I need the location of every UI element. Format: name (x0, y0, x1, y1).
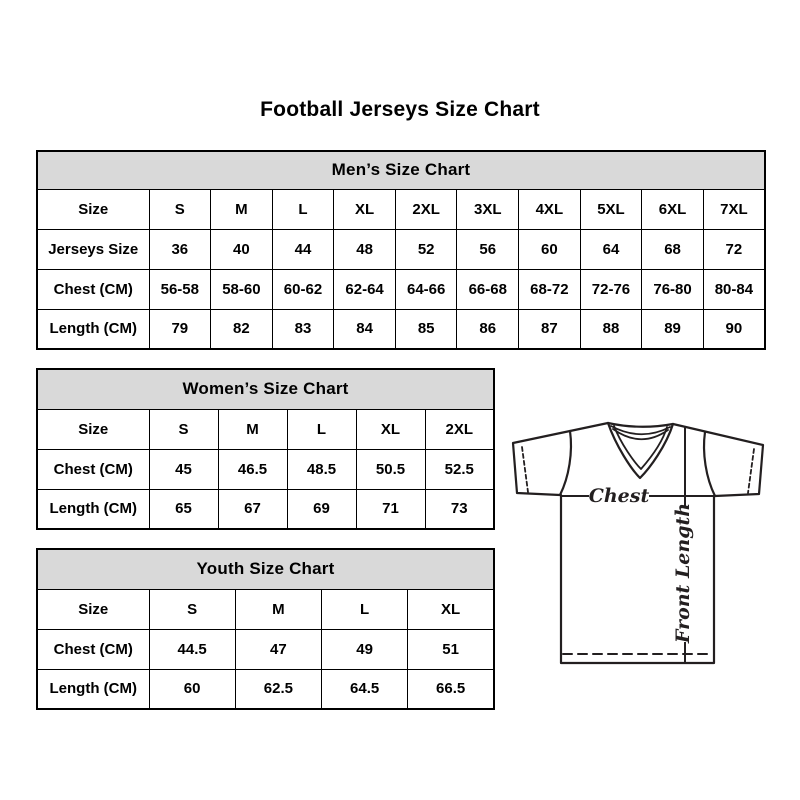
row-label: Length (CM) (37, 489, 149, 529)
value-cell: 52.5 (425, 449, 494, 489)
value-cell: 71 (356, 489, 425, 529)
col-header: S (149, 189, 211, 229)
front-length-label: Front Length (672, 502, 694, 644)
youth-header-row (37, 589, 494, 629)
value-cell: 79 (149, 309, 211, 349)
col-header: L (287, 409, 356, 449)
row-label: Chest (CM) (37, 629, 149, 669)
value-cell: 45 (149, 449, 218, 489)
value-cell: 60 (149, 669, 235, 709)
value-cell: 68 (642, 229, 704, 269)
col-header: 2XL (425, 409, 494, 449)
womens-chest-row (37, 449, 494, 489)
col-header: XL (356, 409, 425, 449)
value-cell: 64 (580, 229, 642, 269)
womens-size-table (36, 368, 495, 530)
value-cell: 65 (149, 489, 218, 529)
col-header: M (235, 589, 321, 629)
value-cell: 69 (287, 489, 356, 529)
value-cell: 46.5 (218, 449, 287, 489)
jersey-left-cuff-dashes (522, 447, 528, 492)
value-cell: 44 (272, 229, 334, 269)
mens-chest-row (37, 269, 765, 309)
value-cell: 72-76 (580, 269, 642, 309)
col-header: L (272, 189, 334, 229)
col-header: M (218, 409, 287, 449)
row-label: Length (CM) (37, 669, 149, 709)
mens-header-row (37, 189, 765, 229)
col-header: 6XL (642, 189, 704, 229)
value-cell: 56-58 (149, 269, 211, 309)
jersey-measurement-diagram (505, 412, 777, 670)
value-cell: 66.5 (408, 669, 494, 709)
value-cell: 89 (642, 309, 704, 349)
value-cell: 51 (408, 629, 494, 669)
womens-table-title: Women’s Size Chart (37, 369, 494, 409)
value-cell: 58-60 (211, 269, 273, 309)
value-cell: 72 (703, 229, 765, 269)
mens-table-title: Men’s Size Chart (37, 151, 765, 189)
value-cell: 82 (211, 309, 273, 349)
value-cell: 60 (519, 229, 581, 269)
jersey-right-armhole (704, 432, 715, 496)
mens-jerseys-size-row (37, 229, 765, 269)
jersey-left-armhole (560, 431, 571, 495)
col-header: XL (334, 189, 396, 229)
value-cell: 49 (322, 629, 408, 669)
value-cell: 48.5 (287, 449, 356, 489)
womens-length-row (37, 489, 494, 529)
value-cell: 85 (395, 309, 457, 349)
womens-header-row (37, 409, 494, 449)
value-cell: 90 (703, 309, 765, 349)
row-label: Chest (CM) (37, 449, 149, 489)
value-cell: 83 (272, 309, 334, 349)
value-cell: 50.5 (356, 449, 425, 489)
col-header: L (322, 589, 408, 629)
value-cell: 48 (334, 229, 396, 269)
row-label: Length (CM) (37, 309, 149, 349)
page-title: Football Jerseys Size Chart (260, 98, 540, 121)
col-header: S (149, 589, 235, 629)
value-cell: 87 (519, 309, 581, 349)
col-header: 5XL (580, 189, 642, 229)
value-cell: 36 (149, 229, 211, 269)
value-cell: 60-62 (272, 269, 334, 309)
col-header: M (211, 189, 273, 229)
value-cell: 62.5 (235, 669, 321, 709)
youth-chest-row (37, 629, 494, 669)
value-cell: 76-80 (642, 269, 704, 309)
jersey-right-cuff-dashes (748, 449, 754, 493)
mens-length-row (37, 309, 765, 349)
value-cell: 84 (334, 309, 396, 349)
col-header: 3XL (457, 189, 519, 229)
value-cell: 68-72 (519, 269, 581, 309)
row-label: Size (37, 409, 149, 449)
youth-size-table (36, 548, 495, 710)
value-cell: 73 (425, 489, 494, 529)
col-header: XL (408, 589, 494, 629)
value-cell: 80-84 (703, 269, 765, 309)
jersey-collar-top (608, 423, 673, 427)
row-label: Chest (CM) (37, 269, 149, 309)
mens-size-table (36, 150, 766, 350)
value-cell: 67 (218, 489, 287, 529)
value-cell: 44.5 (149, 629, 235, 669)
value-cell: 47 (235, 629, 321, 669)
row-label: Jerseys Size (37, 229, 149, 269)
value-cell: 64.5 (322, 669, 408, 709)
value-cell: 64-66 (395, 269, 457, 309)
youth-length-row (37, 669, 494, 709)
value-cell: 56 (457, 229, 519, 269)
col-header: 2XL (395, 189, 457, 229)
row-label: Size (37, 589, 149, 629)
col-header: 4XL (519, 189, 581, 229)
chest-label: Chest (588, 485, 650, 507)
row-label: Size (37, 189, 149, 229)
value-cell: 52 (395, 229, 457, 269)
value-cell: 88 (580, 309, 642, 349)
value-cell: 40 (211, 229, 273, 269)
col-header: 7XL (703, 189, 765, 229)
value-cell: 62-64 (334, 269, 396, 309)
value-cell: 86 (457, 309, 519, 349)
col-header: S (149, 409, 218, 449)
youth-table-title: Youth Size Chart (37, 549, 494, 589)
value-cell: 66-68 (457, 269, 519, 309)
